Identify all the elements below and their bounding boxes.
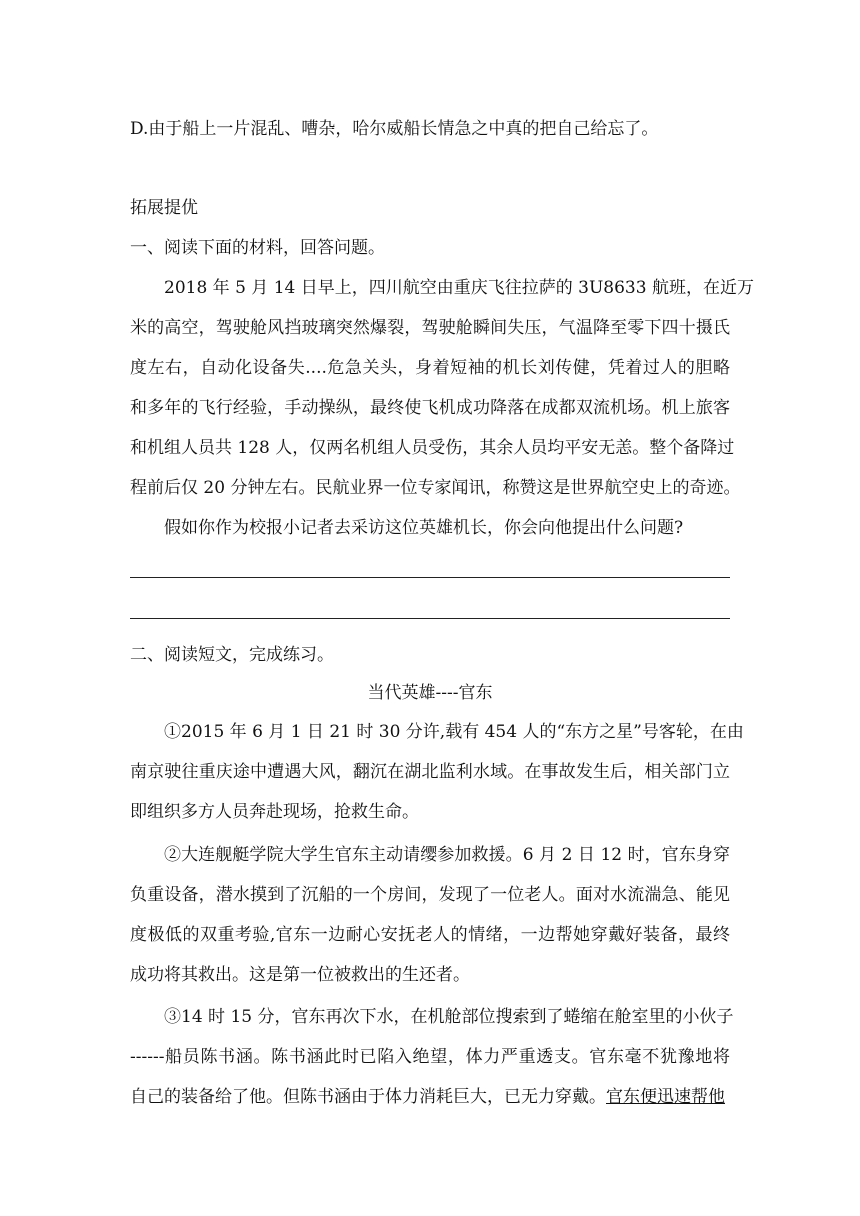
article-p2-line-3: 度极低的双重考验,官东一边耐心安抚老人的情绪，一边帮她穿戴好装备，最终 — [130, 925, 730, 945]
material-line-3: 度左右，自动化设备失....危急关头，身着短袖的机长刘传健，凭着过人的胆略 — [130, 358, 730, 378]
article-p1-line-3: 即组织多方人员奔赴现场，抢救生命。 — [130, 802, 419, 822]
answer-line-1[interactable] — [130, 577, 730, 578]
article-p3-line-3 — [130, 1085, 730, 1109]
material-line-2: 米的高空，驾驶舱风挡玻璃突然爆裂，驾驶舱瞬间失压，气温降至零下四十摄氏 — [130, 318, 730, 338]
article-p3-line-2: ------船员陈书涵。陈书涵此时已陷入绝望，体力严重透支。官东毫不犹豫地将 — [130, 1047, 730, 1067]
article-p2-line-1: ②大连舰艇学院大学生官东主动请缨参加救援。6 月 2 日 12 时，官东身穿 — [164, 845, 730, 865]
question-2-title: 二、阅读短文，完成练习。 — [130, 645, 334, 665]
answer-line-2[interactable] — [130, 618, 730, 619]
interview-question: 假如你作为校报小记者去采访这位英雄机长，你会向他提出什么问题? — [164, 518, 684, 538]
option-d: D.由于船上一片混乱、嘈杂，哈尔威船长情急之中真的把自己给忘了。 — [130, 119, 659, 139]
article-p1-line-1: ①2015 年 6 月 1 日 21 时 30 分许,载有 454 人的“东方之星”号客轮，在由 — [164, 722, 744, 742]
article-p3-line-3-text: 自己的装备给了他。但陈书涵由于体力消耗巨大，已无力穿戴。 — [130, 1087, 606, 1107]
article-p3-line-1: ③14 时 15 分，官东再次下水，在机舱部位搜索到了蜷缩在舱室里的小伙子 — [164, 1007, 734, 1027]
article-p2-line-2: 负重设备，潜水摸到了沉船的一个房间，发现了一位老人。面对水流湍急、能见 — [130, 885, 730, 905]
article-p2-line-4: 成功将其救出。这是第一位被救出的生还者。 — [130, 965, 470, 985]
article-title: 当代英雄----官东 — [367, 683, 493, 703]
material-line-1: 2018 年 5 月 14 日早上，四川航空由重庆飞往拉萨的 3U8633 航班，在近万 — [164, 278, 754, 298]
section-title: 拓展提优 — [130, 198, 198, 218]
article-p1-line-2: 南京驶往重庆途中遭遇大风，翻沉在湖北监利水域。在事故发生后，相关部门立 — [130, 762, 730, 782]
material-line-5: 和机组人员共 128 人，仅两名机组人员受伤，其余人员均平安无恙。整个备降过 — [130, 438, 735, 458]
underlined-sentence: 官东便迅速帮他 — [606, 1087, 725, 1107]
material-line-6: 程前后仅 20 分钟左右。民航业界一位专家闻讯，称赞这是世界航空史上的奇迹。 — [130, 478, 741, 498]
material-line-4: 和多年的飞行经验，手动操纵，最终使飞机成功降落在成都双流机场。机上旅客 — [130, 398, 730, 418]
question-1-title: 一、阅读下面的材料，回答问题。 — [130, 238, 385, 258]
